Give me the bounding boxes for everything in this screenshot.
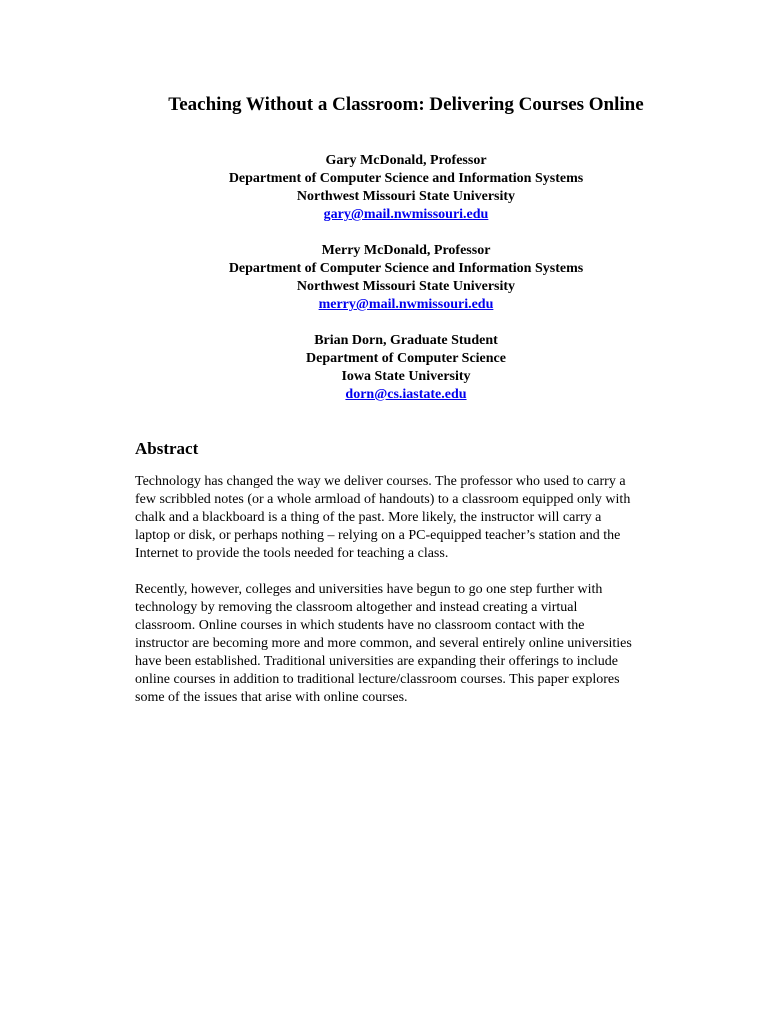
text-line: some of the issues that arise with online courses. xyxy=(135,690,408,705)
abstract-heading: Abstract xyxy=(135,439,199,458)
text-line: technology by removing the classroom altogether and instead creating a virtual xyxy=(135,600,578,615)
author-block xyxy=(0,332,768,404)
abstract-body xyxy=(135,473,695,725)
author-name-role: Brian Dorn, Graduate Student xyxy=(314,333,498,348)
author-email-link[interactable]: gary@mail.nwmissouri.edu xyxy=(323,207,489,222)
author-university: Iowa State University xyxy=(341,369,471,384)
text-line: Internet to provide the tools needed for teaching a class. xyxy=(135,546,449,561)
text-line: few scribbled notes (or a whole armload of handouts) to a classroom equipped only with xyxy=(135,492,631,507)
text-line: chalk and a blackboard is a thing of the past. More likely, the instructor will carry a xyxy=(135,510,602,525)
author-block xyxy=(0,242,768,314)
author-university: Northwest Missouri State University xyxy=(296,279,516,294)
author-list xyxy=(0,152,768,422)
author-department: Department of Computer Science and Information Systems xyxy=(228,261,584,276)
author-department: Department of Computer Science and Information Systems xyxy=(228,171,584,186)
author-block xyxy=(0,152,768,224)
text-line: Recently, however, colleges and universities have begun to go one step further with xyxy=(135,582,603,597)
abstract-paragraph xyxy=(135,581,695,707)
text-line: laptop or disk, or perhaps nothing – relying on a PC-equipped teacher’s station and the xyxy=(135,528,621,543)
author-name-role: Gary McDonald, Professor xyxy=(325,153,487,168)
paper-title: Teaching Without a Classroom: Delivering Courses Online xyxy=(168,94,644,115)
text-line: classroom. Online courses in which students have no classroom contact with the xyxy=(135,618,585,633)
author-email-link[interactable]: dorn@cs.iastate.edu xyxy=(345,387,467,402)
text-line: have been established. Traditional universities are expanding their offerings to include xyxy=(135,654,619,669)
author-department: Department of Computer Science xyxy=(306,351,506,366)
text-line: online courses in addition to traditional lecture/classroom courses. This paper explores xyxy=(135,672,620,687)
text-line: instructor are becoming more and more common, and several entirely online universities xyxy=(135,636,632,651)
author-email-link[interactable]: merry@mail.nwmissouri.edu xyxy=(318,297,494,312)
abstract-paragraph xyxy=(135,473,695,563)
author-name-role: Merry McDonald, Professor xyxy=(321,243,491,258)
text-line: Technology has changed the way we deliver courses. The professor who used to carry a xyxy=(135,474,626,489)
author-university: Northwest Missouri State University xyxy=(296,189,516,204)
